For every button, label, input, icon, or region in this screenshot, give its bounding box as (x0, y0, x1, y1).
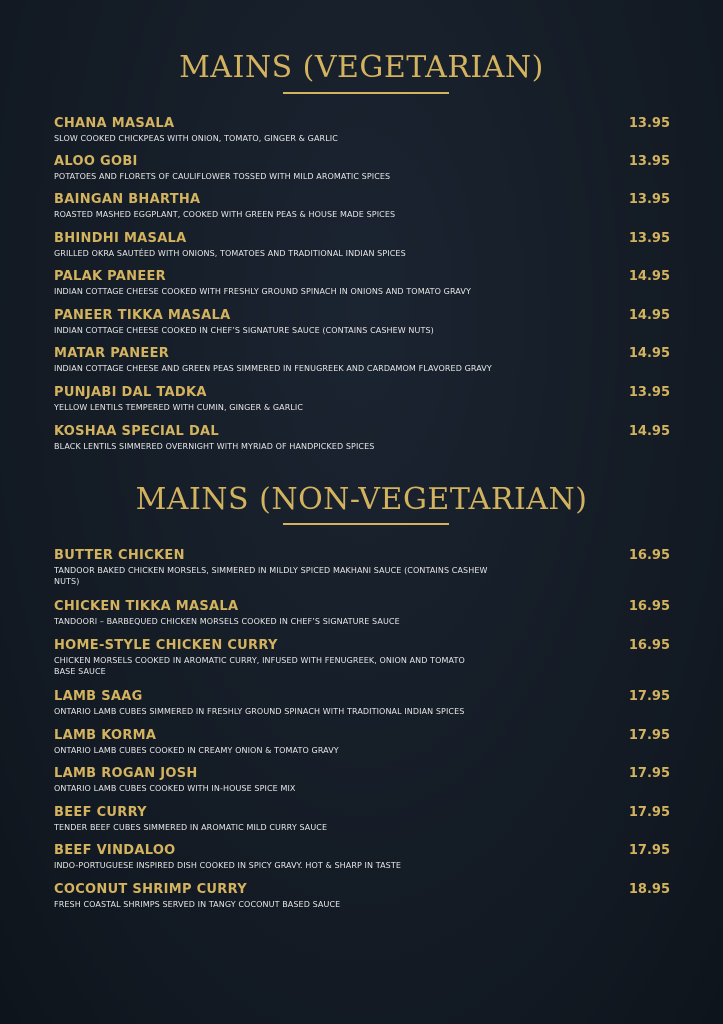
item-price: 13.95 (628, 385, 670, 400)
item-price: 13.95 (628, 192, 670, 207)
item-description: ROASTED MASHED EGGPLANT, COOKED WITH GREEN PEAS & HOUSE MADE SPICES (54, 210, 396, 219)
item-name: LAMB KORMA (54, 728, 157, 743)
item-price: 14.95 (628, 269, 670, 284)
item-name: MATAR PANEER (54, 346, 170, 361)
item-description: INDIAN COTTAGE CHEESE AND GREEN PEAS SIMMERED IN FENUGREEK AND CARDAMOM FLAVORED GRAVY (54, 364, 492, 373)
item-description: TANDOOR BAKED CHICKEN MORSELS, SIMMERED IN MILDLY SPICED MAKHANI SAUCE (CONTAINS CASHEW NUTS) (54, 566, 488, 586)
item-price: 17.95 (628, 728, 670, 743)
item-price: 14.95 (628, 424, 670, 439)
item-name: BAINGAN BHARTHA (54, 192, 201, 207)
item-name: KOSHAA SPECIAL DAL (54, 424, 219, 439)
item-description: SLOW COOKED CHICKPEAS WITH ONION, TOMATO, GINGER & GARLIC (54, 134, 338, 143)
item-price: 13.95 (628, 154, 670, 169)
item-description: ONTARIO LAMB CUBES SIMMERED IN FRESHLY GROUND SPINACH WITH TRADITIONAL INDIAN SPICES (54, 707, 465, 716)
item-description: ONTARIO LAMB CUBES COOKED IN CREAMY ONION & TOMATO GRAVY (54, 746, 339, 755)
item-description: POTATOES AND FLORETS OF CAULIFLOWER TOSSED WITH MILD AROMATIC SPICES (54, 172, 391, 181)
item-name: BUTTER CHICKEN (54, 548, 185, 563)
item-description: FRESH COASTAL SHRIMPS SERVED IN TANGY COCONUT BASED SAUCE (54, 900, 341, 909)
item-name: BHINDHI MASALA (54, 231, 187, 246)
item-description: TANDOORI – BARBEQUED CHICKEN MORSELS COOKED IN CHEF’S SIGNATURE SAUCE (54, 617, 400, 626)
item-description: ONTARIO LAMB CUBES COOKED WITH IN-HOUSE SPICE MIX (54, 784, 296, 793)
item-price: 17.95 (628, 689, 670, 704)
item-name: ALOO GOBI (54, 154, 138, 169)
item-price: 16.95 (628, 548, 670, 563)
item-price: 17.95 (628, 766, 670, 781)
item-description: INDIAN COTTAGE CHEESE COOKED WITH FRESHLY GROUND SPINACH IN ONIONS AND TOMATO GRAVY (54, 287, 471, 296)
title-underline (283, 523, 449, 525)
title-underline (283, 92, 449, 94)
item-name: CHANA MASALA (54, 116, 175, 131)
item-name: PUNJABI DAL TADKA (54, 385, 207, 400)
item-description: GRILLED OKRA SAUTÉED WITH ONIONS, TOMATOES AND TRADITIONAL INDIAN SPICES (54, 249, 406, 258)
item-description: INDO-PORTUGUESE INSPIRED DISH COOKED IN SPICY GRAVY. HOT & SHARP IN TASTE (54, 861, 401, 870)
item-name: LAMB SAAG (54, 689, 143, 704)
item-name: PALAK PANEER (54, 269, 166, 284)
item-price: 17.95 (628, 843, 670, 858)
item-description: INDIAN COTTAGE CHEESE COOKED IN CHEF’S SIGNATURE SAUCE (CONTAINS CASHEW NUTS) (54, 326, 434, 335)
item-name: PANEER TIKKA MASALA (54, 308, 231, 323)
item-name: LAMB ROGAN JOSH (54, 766, 198, 781)
item-name: HOME-STYLE CHICKEN CURRY (54, 638, 278, 653)
item-price: 13.95 (628, 116, 670, 131)
item-name: BEEF VINDALOO (54, 843, 176, 858)
item-price: 17.95 (628, 805, 670, 820)
item-price: 14.95 (628, 308, 670, 323)
section-title: MAINS (NON-VEGETARIAN) (135, 482, 588, 517)
item-price: 14.95 (628, 346, 670, 361)
item-name: BEEF CURRY (54, 805, 147, 820)
item-price: 16.95 (628, 599, 670, 614)
item-description: YELLOW LENTILS TEMPERED WITH CUMIN, GINGER & GARLIC (54, 403, 304, 412)
item-description: CHICKEN MORSELS COOKED IN AROMATIC CURRY, INFUSED WITH FENUGREEK, ONION AND TOMATO BASE SAUCE (54, 656, 465, 676)
item-name: CHICKEN TIKKA MASALA (54, 599, 239, 614)
item-price: 16.95 (628, 638, 670, 653)
item-price: 13.95 (628, 231, 670, 246)
item-description: BLACK LENTILS SIMMERED OVERNIGHT WITH MYRIAD OF HANDPICKED SPICES (54, 442, 375, 451)
section-title: MAINS (VEGETARIAN) (179, 50, 544, 85)
item-price: 18.95 (628, 882, 670, 897)
item-name: COCONUT SHRIMP CURRY (54, 882, 247, 897)
item-description: TENDER BEEF CUBES SIMMERED IN AROMATIC MILD CURRY SAUCE (54, 823, 328, 832)
